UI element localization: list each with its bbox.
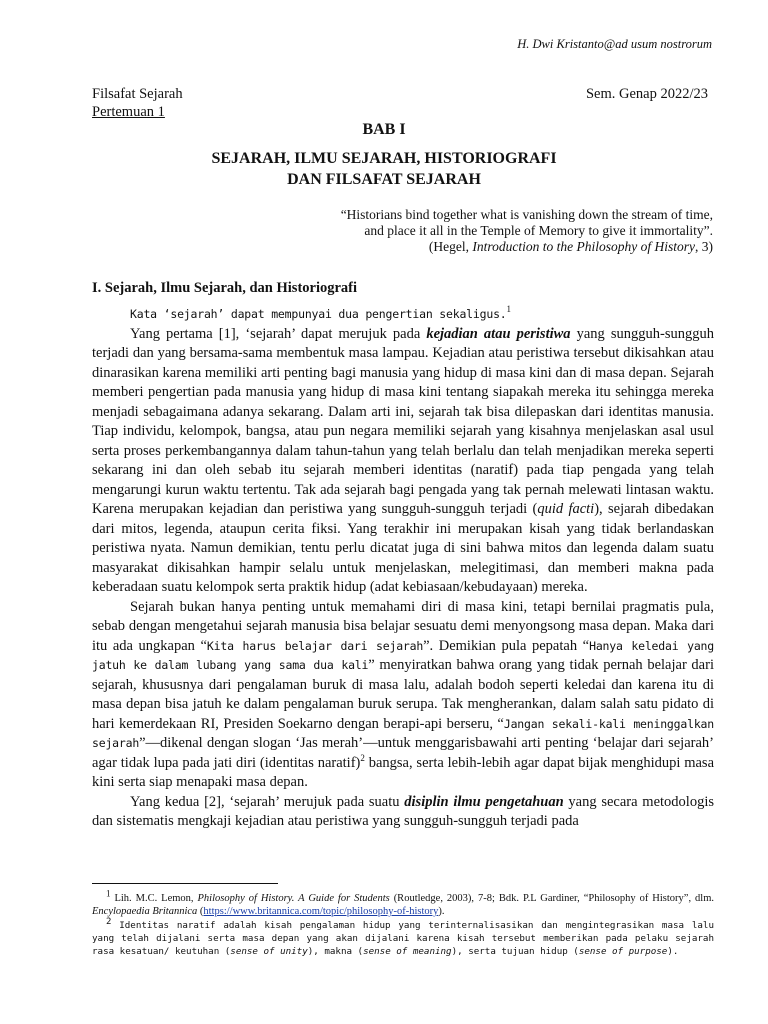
footnote-1-text-f: ). xyxy=(438,906,445,917)
footnotes xyxy=(92,888,714,959)
course-name: Filsafat Sejarah xyxy=(92,86,183,102)
footnote-divider xyxy=(92,883,278,884)
quote-belajar-sejarah: Kita harus belajar dari sejarah xyxy=(206,638,424,653)
footnote-2-text-g: ). xyxy=(667,946,679,957)
emphasis-kejadian: kejadian atau peristiwa xyxy=(426,325,571,342)
paragraph-3-text-a: Sejarah bukan hanya penting untuk memahami diri di masa kini, tetapi bernilai pragmatis pula, sebab dengan mengetahui sejarah manusia bisa belajar sesuatu demi menyongsong masa depan. Maka dari itu ada ungkapan “ xyxy=(92,598,714,654)
paragraph-3 xyxy=(92,598,714,793)
epigraph-attr-title: Introduction to the Philosophy of History xyxy=(472,239,695,254)
footnote-ref-2[interactable]: 2 xyxy=(360,752,365,763)
semester-label: Sem. Genap 2022/23 xyxy=(585,86,708,102)
chapter-title-line-1: SEJARAH, ILMU SEJARAH, HISTORIOGRAFI xyxy=(211,150,557,167)
footnote-2-text-a: Identitas naratif adalah kisah pengalaman hidup yang terinternalisasikan dan mengintegrasikan masa lalu yang telah dijalani serta masa depan yang akan dijalani karena kisah tersebut memberikan pada pelaku sejarah rasa kesatuan/ keutuhan ( xyxy=(92,920,714,957)
paragraph-2 xyxy=(92,325,714,598)
footnote-2 xyxy=(92,916,714,958)
emphasis-quid-facti: quid facti xyxy=(537,501,595,517)
paragraph-4-text-c: yang secara metodologis dan sistematis mengkaji kejadian atau peristiwa yang sungguh-sungguh terjadi pada xyxy=(92,793,714,829)
epigraph-attribution xyxy=(273,239,713,255)
body-text xyxy=(92,305,714,832)
footnote-1-encyclopedia: Encylopaedia Britannica xyxy=(92,906,198,917)
footnote-2-text-c: ), makna ( xyxy=(307,946,364,957)
meeting-label: Pertemuan 1 xyxy=(92,104,165,120)
footnote-2-number: 2 xyxy=(106,916,112,927)
paragraph-3-text-g: ”—dikenal dengan slogan ‘Jas merah’—untuk menggarisbawahi arti penting ‘belajar dari sejarah’ agar tidak lupa pada jati diri (identitas naratif) xyxy=(92,735,714,771)
section-heading: I. Sejarah, Ilmu Sejarah, dan Historiografi xyxy=(92,280,358,296)
footnote-2-sense-meaning: sense of meaning xyxy=(363,946,452,957)
footnote-2-sense-unity: sense of unity xyxy=(230,946,308,957)
chapter-title-line-2: DAN FILSAFAT SEJARAH xyxy=(287,171,481,188)
paragraph-4-text-a: Yang kedua [2], ‘sejarah’ merujuk pada suatu xyxy=(130,793,405,810)
footnote-1-text-a: Lih. M.C. Lemon, xyxy=(110,893,198,904)
chapter-number: BAB I xyxy=(362,121,406,138)
epigraph-attr-post: , 3) xyxy=(695,239,713,254)
emphasis-disiplin-ilmu: disiplin ilmu pengetahuan xyxy=(404,793,564,810)
paragraph-4 xyxy=(92,793,714,832)
footnote-1 xyxy=(92,888,714,918)
footnote-1-text-e: ( xyxy=(197,906,204,917)
britannica-link[interactable]: https://www.britannica.com/topic/philosophy-of-history xyxy=(203,906,439,917)
paragraph-3-text-e: ” menyiratkan bahwa orang yang tidak pernah belajar dari sejarah, khususnya dari pengalaman buruk di masa lalu, adalah bodoh seperti keledai dan karena itu di masa depan bisa jatuh ke dalam pengalaman buruk serupa. Tak mengherankan, dalam salah satu pidato di hari kemerdekaan RI, Presiden Soekarno dengan berapi-api berseru, “ xyxy=(92,657,714,732)
author-line: H. Dwi Kristanto@ad usum nostrorum xyxy=(517,37,712,51)
footnote-2-text-e: ), serta tujuan hidup ( xyxy=(451,946,579,957)
paragraph-1 xyxy=(92,305,714,325)
footnote-1-text-c: (Routledge, 2003), 7-8; Bdk. P.L Gardiner, “Philosophy of History”, dlm. xyxy=(389,893,714,904)
epigraph-attr-pre: (Hegel, xyxy=(428,239,473,254)
footnote-ref-1[interactable]: 1 xyxy=(506,304,512,315)
quote-jas-merah: Jangan sekali-kali meninggalkan sejarah xyxy=(92,716,714,750)
paragraph-1-text: Kata ‘sejarah’ dapat mempunyai dua pengertian sekaligus. xyxy=(130,307,507,321)
epigraph-line-1: “Historians bind together what is vanishing down the stream of time, xyxy=(340,207,713,222)
paragraph-2-text-a: Yang pertama [1], ‘sejarah’ dapat merujuk pada xyxy=(130,325,427,342)
epigraph-line-2: and place it all in the Temple of Memory to give it immortality”. xyxy=(364,223,713,238)
paragraph-3-text-h: bangsa, serta lebih-lebih agar dapat bijak menghidupi masa kini serta siap menapaki masa depan. xyxy=(92,754,714,790)
footnote-2-sense-purpose: sense of purpose xyxy=(578,946,668,957)
footnote-1-book-title: Philosophy of History. A Guide for Students xyxy=(197,893,390,904)
paragraph-3-text-c: ”. Demikian pula pepatah “ xyxy=(423,637,590,654)
quote-keledai: Hanya keledai yang jatuh ke dalam lubang yang sama dua kali xyxy=(92,638,714,672)
paragraph-2-text-e: ), sejarah dibedakan dari mitos, legenda, ataupun cerita fiksi. Yang terakhir ini merupakan kisah yang tidak berlandaskan peristiwa nyata. Namun demikian, tentu perlu dicatat juga di sini bahwa mitos dan legenda dalam suatu masyarakat dikisahkan hampir selalu untuk menjelaskan, melegitimasi, dan memberi makna pada keberadaan suatu kelompok serta praktik hidup (adat kebiasaan/kebudayaan) mereka. xyxy=(92,501,714,595)
footnote-1-number: 1 xyxy=(106,888,111,899)
epigraph xyxy=(273,207,713,255)
paragraph-2-text-c: yang sungguh-sungguh terjadi dan yang bersama-sama membentuk masa lampau. Kejadian atau peristiwa tersebut dikisahkan atau dinarasikan karena memiliki arti penting bagi manusia yang hidup di masa kini dan di masa depan. Sejarah memberi pengertian pada manusia yang hidup di masa kini tentang siapakah mereka itu sehingga mereka menjadi sebagaimana adanya sekarang. Dalam arti ini, sejarah tak bisa dilepaskan dari identitas manusia. Tiap individu, kelompok, bangsa, atau pun negara memiliki sejarah yang kisahnya menjelaskan asal usul serta proses perkembangannya dalam tahun-tahun yang telah berlalu dan telah menjadikan mereka seperti sekarang ini dan oleh sebab itu sejarah memberi identitas (naratif) pada tiap pengada yang telah mengarungi kurun waktu tertentu. Tak ada sejarah bagi pengada yang tak pernah melewati lintasan waktu. Karena merupakan kejadian dan peristiwa yang sungguh-sungguh terjadi ( xyxy=(92,325,714,517)
